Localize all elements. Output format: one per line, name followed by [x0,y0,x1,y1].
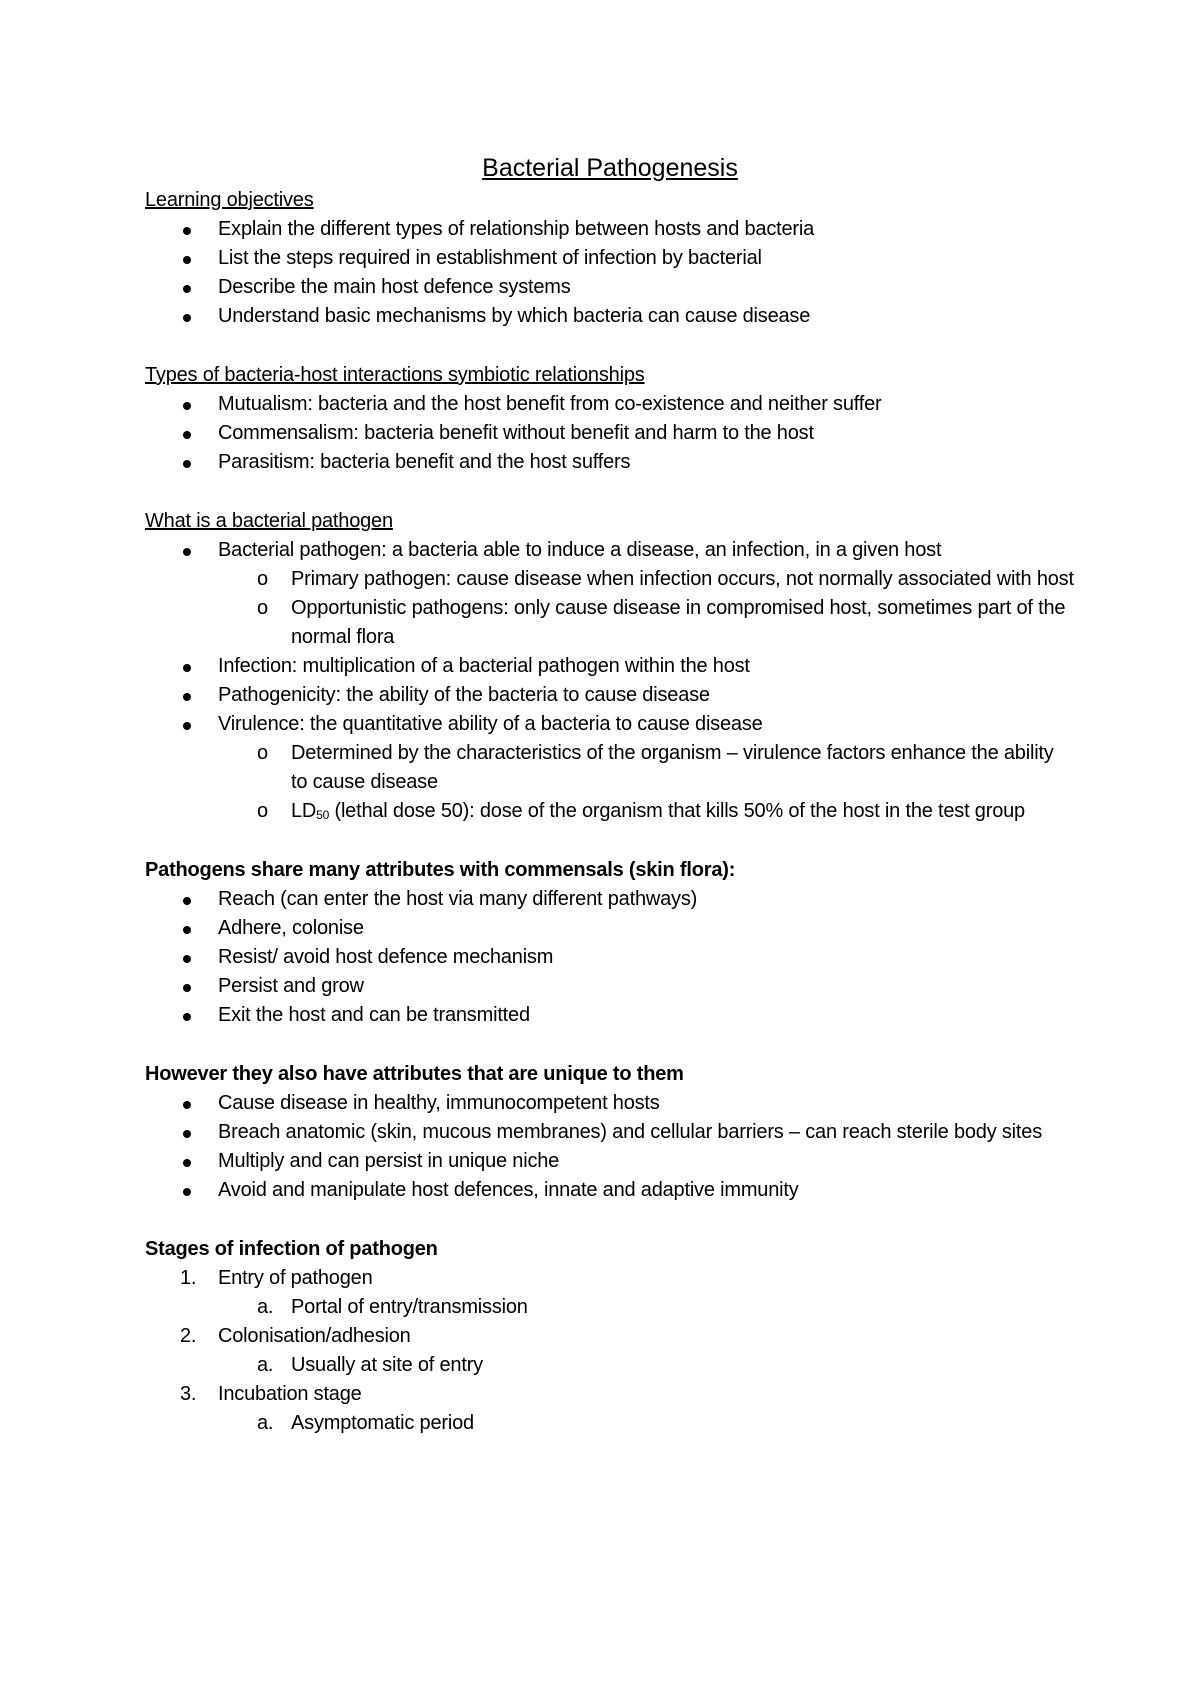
bullet-icon [183,926,191,934]
numbered-item: 3. Incubation stage [145,1380,1075,1409]
sub-list-item: o Opportunistic pathogens: only cause disease in compromised host, sometimes part of the normal flora [145,594,1075,652]
list-item: Exit the host and can be transmitted [145,1001,1075,1030]
bullet-icon [183,664,191,672]
list-item: Describe the main host defence systems [145,273,1075,302]
pathogen-heading: What is a bacterial pathogen [145,510,393,532]
bullet-icon [183,460,191,468]
sub-list-item: o Determined by the characteristics of the organism – virulence factors enhance the ability to cause disease [145,739,1075,797]
lettered-item: a. Asymptomatic period [145,1409,1075,1438]
spacer [145,1205,1075,1235]
list-item: Explain the different types of relationship between hosts and bacteria [145,215,1075,244]
sub-list-item: o $LD_{50}$ (lethal dose 50): dose of the organism that kills 50% of the host in the test group [145,797,1075,826]
pathogen-sublist [145,565,1075,652]
bullet-icon [183,256,191,264]
list-item: Persist and grow [145,972,1075,1001]
bullet-icon [183,1130,191,1138]
page-title: Bacterial Pathogenesis [482,154,738,182]
bullet-icon [183,314,191,322]
numbered-item: 2. Colonisation/adhesion [145,1322,1075,1351]
circle-bullet-icon: o [257,742,268,764]
ld-subscript: 50 [316,808,330,822]
numbered-item: 1. Entry of pathogen [145,1264,1075,1293]
list-letter: a. [257,1296,274,1318]
spacer [145,477,1075,507]
list-item: Parasitism: bacteria benefit and the host suffers [145,448,1075,477]
spacer [145,1030,1075,1060]
bullet-icon [183,722,191,730]
list-number: 1. [180,1267,197,1289]
document-content [145,150,1075,1438]
lettered-item: a. Portal of entry/transmission [145,1293,1075,1322]
virulence-sublist [145,739,1075,826]
bullet-icon [183,955,191,963]
bullet-icon [183,227,191,235]
unique-list [145,1089,1075,1205]
list-item: Virulence: the quantitative ability of a bacteria to cause disease [145,710,1075,739]
circle-bullet-icon: o [257,597,268,619]
bullet-icon [183,1159,191,1167]
bullet-icon [183,431,191,439]
spacer [145,331,1075,361]
stages-list [145,1264,1075,1438]
bullet-icon [183,1101,191,1109]
sub-list-item: o Primary pathogen: cause disease when infection occurs, not normally associated with host [145,565,1075,594]
unique-heading: However they also have attributes that are unique to them [145,1063,684,1085]
list-item: Avoid and manipulate host defences, innate and adaptive immunity [145,1176,1075,1205]
list-item: Understand basic mechanisms by which bacteria can cause disease [145,302,1075,331]
bullet-icon [183,897,191,905]
types-heading: Types of bacteria-host interactions symbiotic relationships [145,364,645,386]
list-item: Multiply and can persist in unique niche [145,1147,1075,1176]
types-list [145,390,1075,477]
pathogen-list [145,536,1075,565]
list-item: Pathogenicity: the ability of the bacteria to cause disease [145,681,1075,710]
list-letter: a. [257,1354,274,1376]
list-item: Infection: multiplication of a bacterial pathogen within the host [145,652,1075,681]
list-number: 2. [180,1325,197,1347]
list-item: List the steps required in establishment of infection by bacterial [145,244,1075,273]
lettered-item: a. Usually at site of entry [145,1351,1075,1380]
bullet-icon [183,693,191,701]
list-item: Mutualism: bacteria and the host benefit from co-existence and neither suffer [145,390,1075,419]
stages-heading: Stages of infection of pathogen [145,1238,438,1260]
shared-heading: Pathogens share many attributes with commensals (skin flora): [145,859,736,881]
shared-list [145,885,1075,1030]
circle-bullet-icon: o [257,800,268,822]
bullet-icon [183,402,191,410]
objectives-list [145,215,1075,331]
pathogen-list-cont [145,652,1075,739]
list-number: 3. [180,1383,197,1405]
list-item: Resist/ avoid host defence mechanism [145,943,1075,972]
list-item: Adhere, colonise [145,914,1075,943]
bullet-icon [183,285,191,293]
bullet-icon [183,1013,191,1021]
list-item: Bacterial pathogen: a bacteria able to induce a disease, an infection, in a given host [145,536,1075,565]
circle-bullet-icon: o [257,568,268,590]
list-item: Breach anatomic (skin, mucous membranes) and cellular barriers – can reach sterile body sites [145,1118,1075,1147]
list-letter: a. [257,1412,274,1434]
bullet-icon [183,548,191,556]
objectives-heading: Learning objectives [145,189,314,211]
bullet-icon [183,984,191,992]
spacer [145,826,1075,856]
bullet-icon [183,1188,191,1196]
list-item: Commensalism: bacteria benefit without benefit and harm to the host [145,419,1075,448]
list-item: Reach (can enter the host via many different pathways) [145,885,1075,914]
list-item: Cause disease in healthy, immunocompetent hosts [145,1089,1075,1118]
